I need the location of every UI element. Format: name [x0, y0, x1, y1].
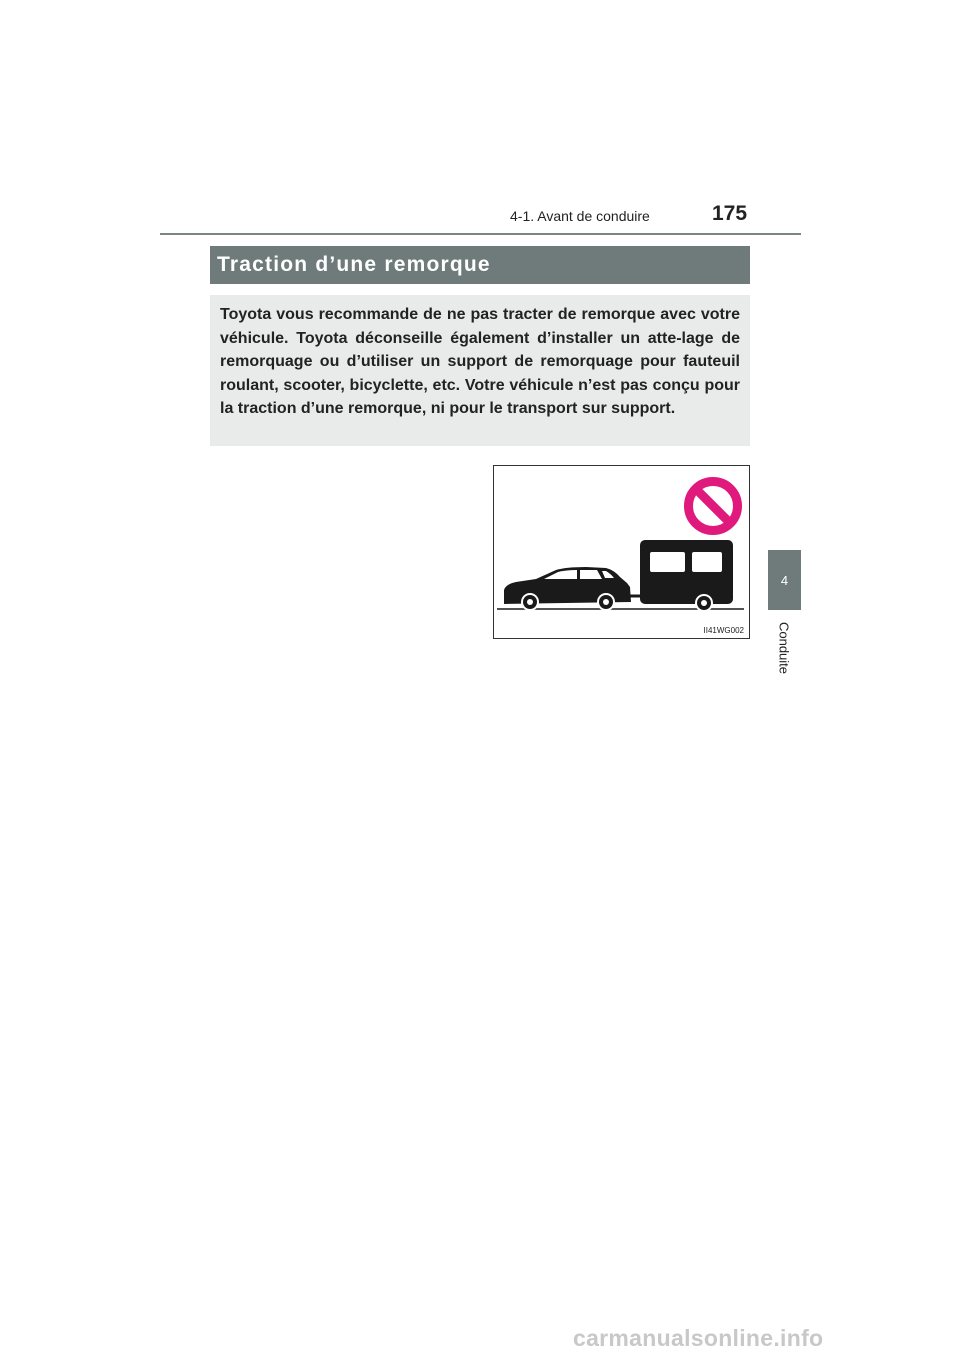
trailer-icon — [640, 540, 733, 612]
towing-illustration-svg — [494, 466, 751, 640]
chapter-number: 4 — [780, 572, 789, 588]
prohibition-icon — [689, 482, 738, 531]
header-section-title: 4-1. Avant de conduire — [510, 208, 650, 224]
header-rule — [160, 233, 801, 235]
chapter-tab — [768, 550, 801, 610]
section-title: Traction d’une remorque — [217, 253, 491, 276]
towing-illustration — [493, 465, 750, 639]
figure-code: II41WG002 — [703, 626, 744, 635]
footer-watermark: carmanualsonline.info — [573, 1325, 824, 1351]
car-icon — [504, 567, 631, 611]
intro-box — [210, 295, 750, 446]
chapter-label: Conduite — [776, 621, 792, 675]
intro-text: Toyota vous recommande de ne pas tracter de remorque avec votre véhicule. Toyota déconseille également d’installer un atte-lage de remorquage ou d’utiliser un support de remorquage pour fauteuil roulant, scooter, bicyclette, etc. Votre véhicule n’est pas conçu pour la traction d’une remorque, ni pour le transport sur support. — [220, 306, 740, 418]
page-number: 175 — [712, 202, 748, 225]
section-title-bar — [210, 246, 750, 284]
